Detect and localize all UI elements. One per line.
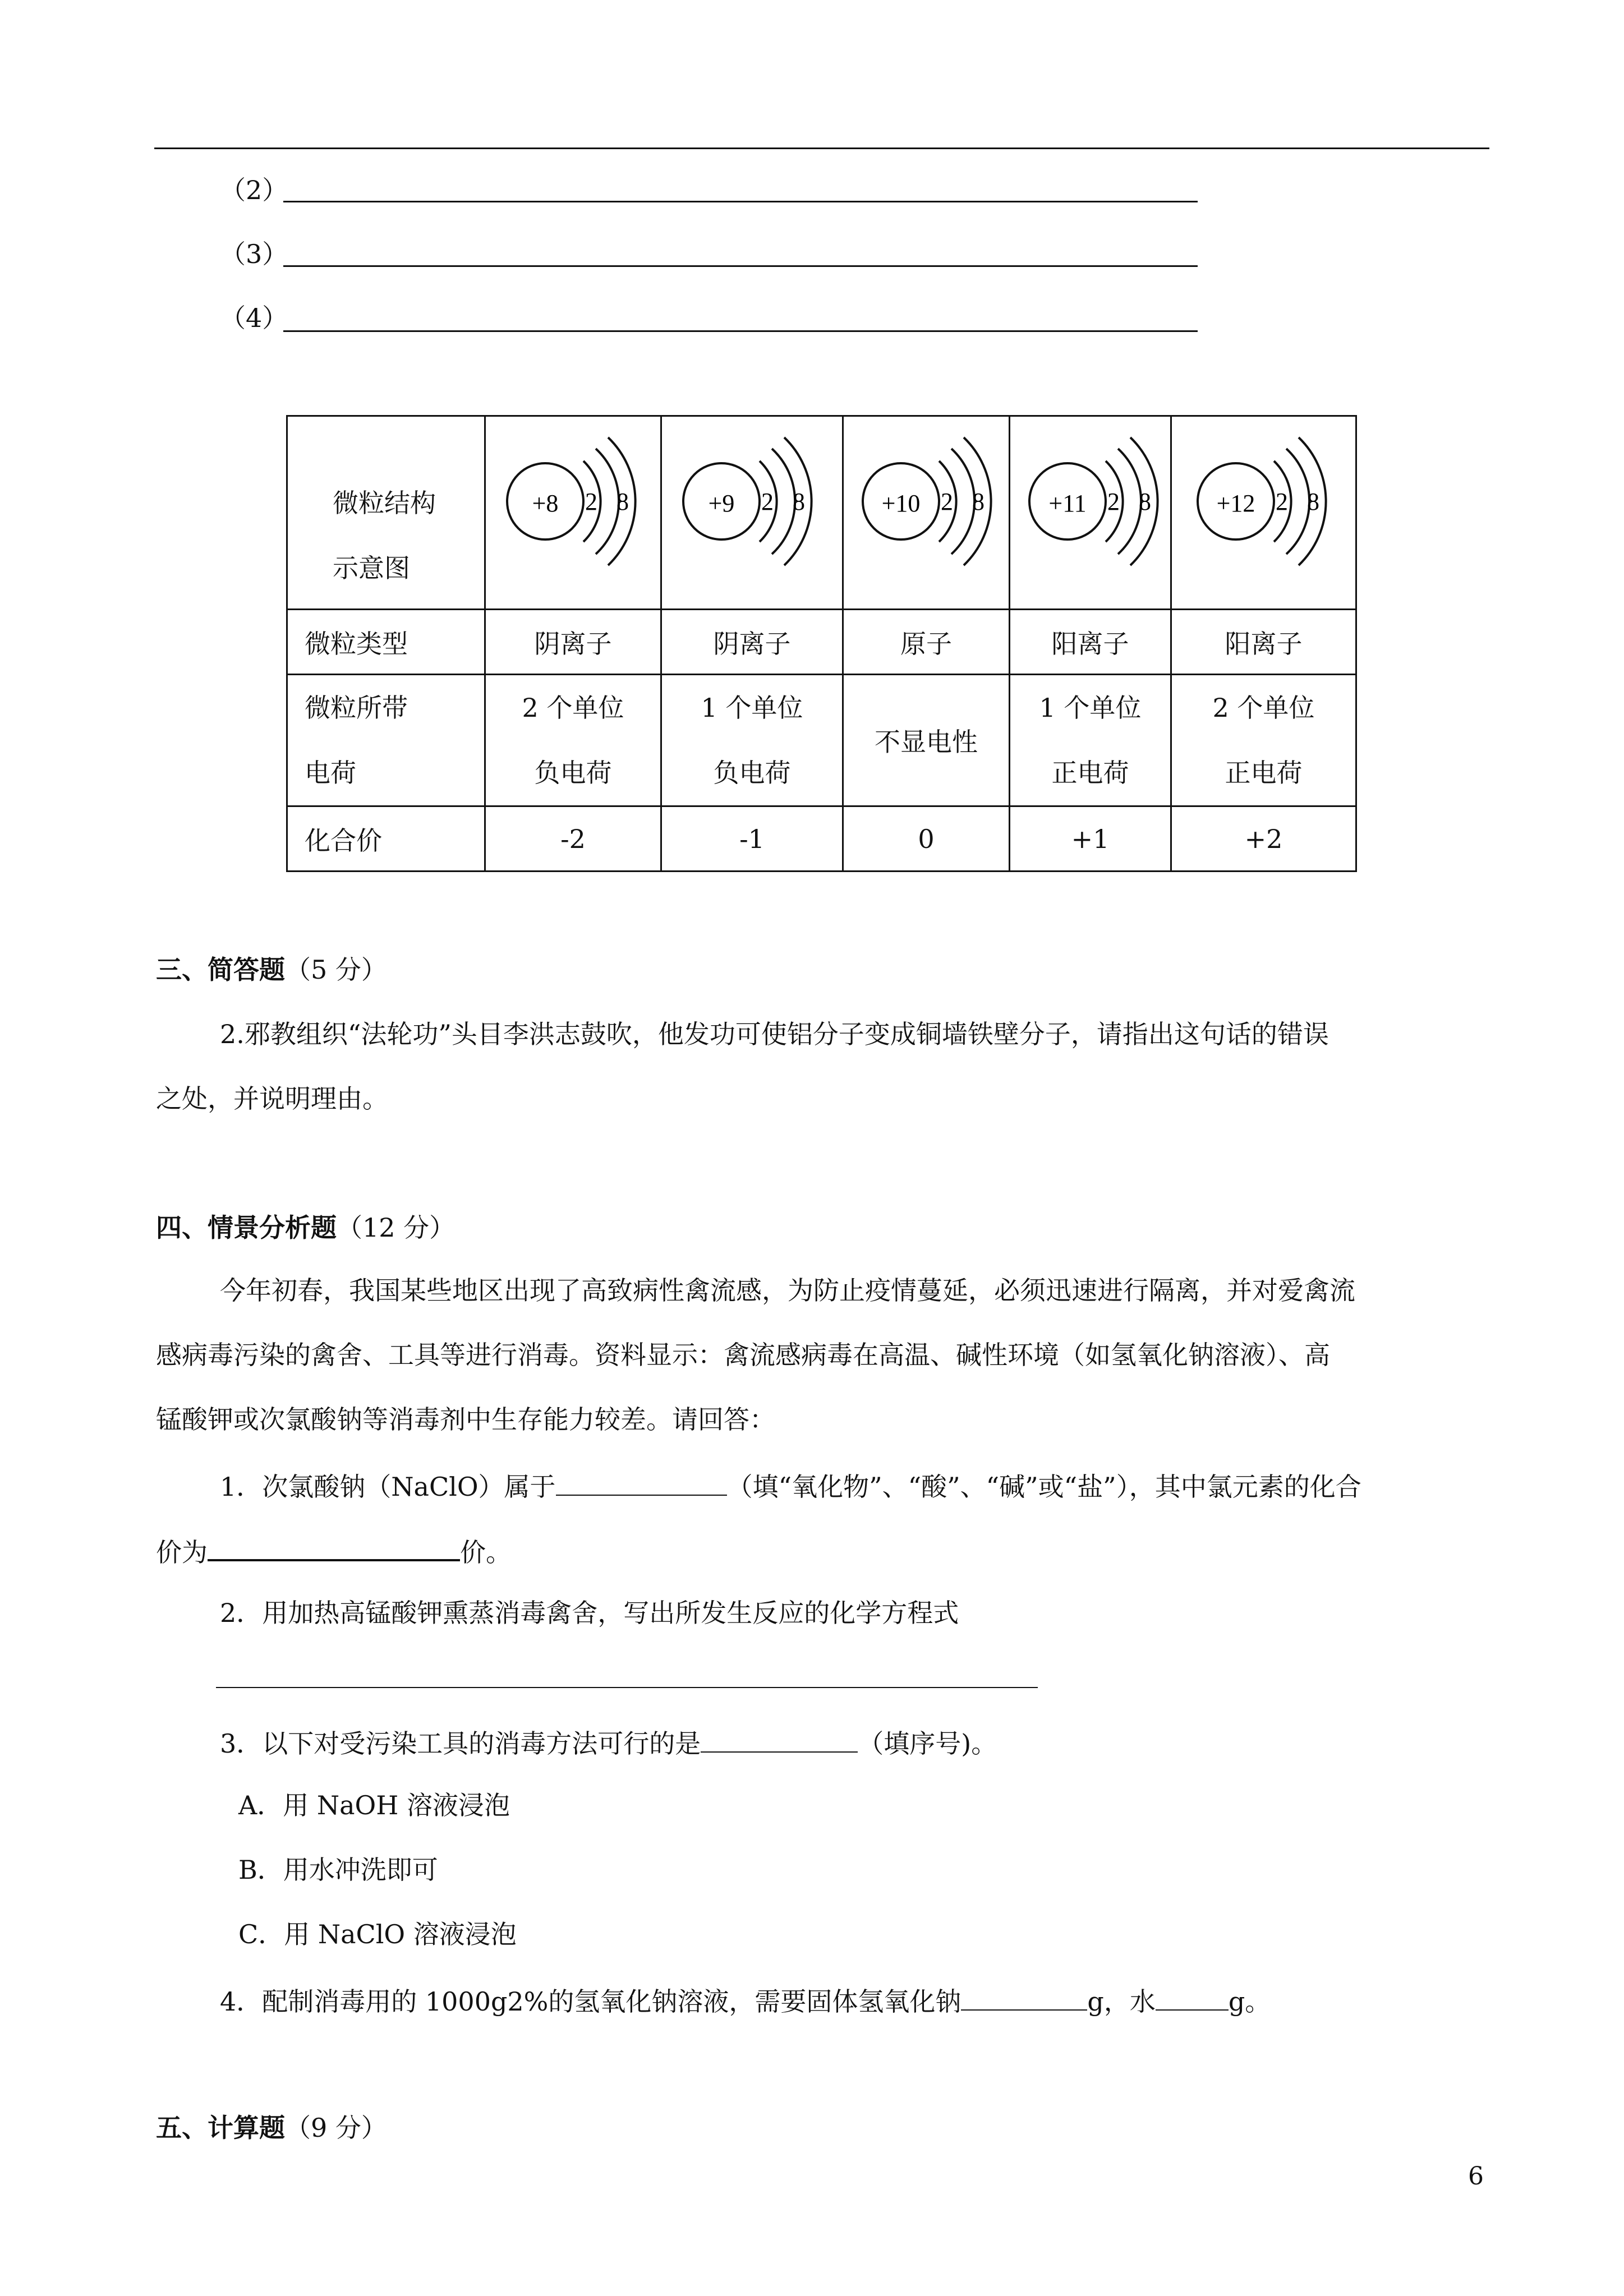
section3-q2-line1: 2.邪教组织“法轮功”头目李洪志鼓吹，他发功可使铝分子变成铜墙铁壁分子，请指出这句话的错误 [220,1019,1329,1049]
atom-diagram-4 [1010,416,1171,610]
type-cell-1: 阴离子 [485,610,661,675]
svg-text:+8: +8 [532,489,558,517]
header-rule [154,147,1489,149]
charge-cell-1 [485,675,661,806]
charge-cell-1-line1: 2 个单位 [522,693,624,723]
atom-structure-diagram [845,428,1007,591]
q4-blank-naoh[interactable] [961,1983,1087,2011]
valence-cell-5: +2 [1171,806,1356,872]
charge-cell-1-line2: 负电荷 [534,758,612,788]
valence-cell-4: +1 [1010,806,1171,872]
row-header-diagram [287,416,485,610]
atom-diagram-1 [485,416,661,610]
q4-blank-water[interactable] [1156,1983,1229,2011]
q1-text-b: （填“氧化物”、“酸”、“碱”或“盐”），其中氯元素的化合 [726,1472,1361,1502]
charge-cell-4 [1010,675,1171,806]
section4-q2: 2．用加热高锰酸钾熏蒸消毒禽舍，写出所发生反应的化学方程式 [220,1598,959,1628]
answer-line-3[interactable] [283,265,1198,267]
svg-text:+11: +11 [1048,489,1087,517]
section4-intro-line1: 今年初春，我国某些地区出现了高致病性禽流感，为防止疫情蔓延，必须迅速进行隔离，并对爱禽流 [220,1275,1355,1306]
charge-cell-5-line1: 2 个单位 [1212,693,1315,723]
charge-cell-2-line1: 1 个单位 [701,693,803,723]
blank-label-2: （2） [220,175,288,205]
q3-text-b: （填序号)。 [858,1728,997,1759]
svg-text:+12: +12 [1216,489,1255,517]
svg-text:+10: +10 [881,489,921,517]
svg-text:8: 8 [1306,487,1319,515]
charge-cell-4-line2: 正电荷 [1051,758,1129,788]
row-header-diagram-line2: 示意图 [333,553,410,583]
q1-blank-valence[interactable] [208,1532,460,1561]
charge-cell-2 [661,675,843,806]
svg-text:2: 2 [941,487,953,515]
q1-text-c: 价为 [156,1537,208,1567]
section3-q2-line2: 之处，并说明理由。 [156,1084,388,1114]
svg-text:2: 2 [1275,487,1288,515]
section5-score: （9 分） [285,2113,387,2143]
atom-structure-diagram [489,428,657,591]
type-cell-3: 原子 [843,610,1010,675]
q3-blank[interactable] [701,1725,858,1753]
section5-title: 五、计算题 [156,2113,285,2143]
svg-text:2: 2 [1107,487,1120,515]
section3-heading [156,953,387,986]
page-number: 6 [1468,2162,1484,2191]
q1-text-d: 价。 [460,1537,512,1567]
valence-cell-3: 0 [843,806,1010,872]
charge-cell-2-line2: 负电荷 [713,758,791,788]
valence-cell-1: -2 [485,806,661,872]
section4-intro-line2: 感病毒污染的禽舍、工具等进行消毒。资料显示：禽流感病毒在高温、碱性环境（如氢氧化钠溶液）、高 [156,1340,1330,1370]
svg-text:2: 2 [585,487,597,515]
svg-text:2: 2 [761,487,774,515]
q3-text-a: 3．以下对受污染工具的消毒方法可行的是 [220,1728,701,1759]
q2-answer-line[interactable] [216,1687,1038,1688]
section4-q4 [220,1983,1271,2018]
charge-cell-3 [843,675,1010,806]
charge-cell-3-line1: 不显电性 [875,727,978,757]
blank-label-3: （3） [220,239,288,269]
type-cell-4: 阳离子 [1010,610,1171,675]
section4-heading [156,1211,455,1244]
q3-option-c: C．用 NaClO 溶液浸泡 [238,1919,517,1949]
q4-text-c: g。 [1228,1986,1271,2017]
q4-text-b: g，水 [1087,1986,1156,2017]
row-header-charge-line2: 电荷 [305,758,356,788]
section3-score: （5 分） [285,955,387,985]
atom-structure-diagram [1011,428,1170,591]
blank-label-4: （4） [220,303,288,333]
q1-text-a: 1．次氯酸钠（NaClO）属于 [220,1472,556,1502]
answer-line-4[interactable] [283,330,1198,332]
section4-title: 四、情景分析题 [156,1212,337,1243]
section4-q1-line2 [156,1532,512,1569]
atom-structure-diagram [665,428,839,591]
svg-text:8: 8 [1138,487,1151,515]
answer-line-2[interactable] [283,201,1198,202]
section4-intro-line3: 锰酸钾或次氯酸钠等消毒剂中生存能力较差。请回答： [156,1404,775,1435]
valence-cell-2: -1 [661,806,843,872]
charge-cell-4-line1: 1 个单位 [1039,693,1142,723]
row-header-type: 微粒类型 [287,610,485,675]
atom-diagram-3 [843,416,1010,610]
type-cell-2: 阴离子 [661,610,843,675]
particle-table [286,415,1357,872]
svg-text:8: 8 [616,487,629,515]
atom-diagram-5 [1171,416,1356,610]
section3-title: 三、简答题 [156,955,285,985]
row-header-valence: 化合价 [287,806,485,872]
charge-cell-5-line2: 正电荷 [1225,758,1303,788]
svg-text:8: 8 [972,487,984,515]
section4-q3 [220,1725,997,1760]
section5-heading [156,2111,387,2144]
q4-text-a: 4．配制消毒用的 1000g2%的氢氧化钠溶液，需要固体氢氧化钠 [220,1986,961,2017]
charge-cell-5 [1171,675,1356,806]
atom-structure-diagram [1180,428,1348,591]
section4-score: （12 分） [337,1212,456,1243]
atom-diagram-2 [661,416,843,610]
svg-text:8: 8 [792,487,805,515]
row-header-charge [287,675,485,806]
row-header-charge-line1: 微粒所带 [305,693,408,723]
row-header-diagram-line1: 微粒结构 [333,488,436,518]
q1-blank-classification[interactable] [556,1468,727,1496]
section4-q1-line1 [220,1468,1361,1503]
q3-option-a: A．用 NaOH 溶液浸泡 [238,1790,510,1820]
q3-option-b: B．用水冲洗即可 [238,1855,438,1885]
svg-text:+9: +9 [708,489,734,517]
type-cell-5: 阳离子 [1171,610,1356,675]
